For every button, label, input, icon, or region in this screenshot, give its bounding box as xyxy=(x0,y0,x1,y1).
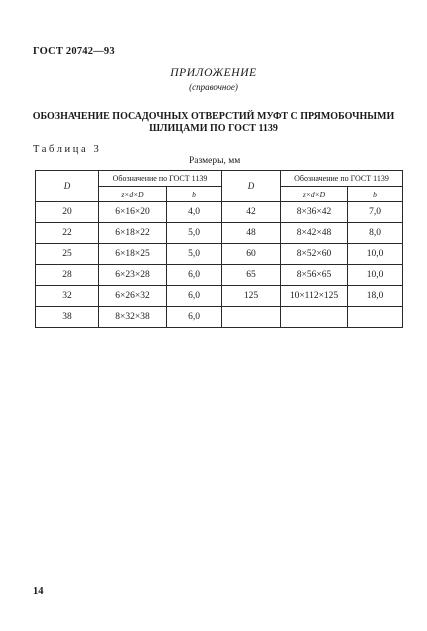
header-d-left: D xyxy=(36,171,99,202)
cell-d: 20 xyxy=(36,202,99,223)
table-row xyxy=(36,223,403,244)
table-row xyxy=(36,202,403,223)
spline-designation-table xyxy=(35,170,403,328)
cell-b: 18,0 xyxy=(348,286,403,307)
cell-zdd: 6×23×28 xyxy=(99,265,167,286)
cell-zdd: 6×16×20 xyxy=(99,202,167,223)
cell-b: 8,0 xyxy=(348,223,403,244)
header-d-right: D xyxy=(222,171,281,202)
cell-d: 60 xyxy=(222,244,281,265)
cell-b: 4,0 xyxy=(167,202,222,223)
cell-b: 6,0 xyxy=(167,265,222,286)
cell-b: 7,0 xyxy=(348,202,403,223)
cell-zdd xyxy=(281,307,348,328)
cell-d: 65 xyxy=(222,265,281,286)
cell-b: 6,0 xyxy=(167,286,222,307)
table-row xyxy=(36,244,403,265)
cell-zdd: 8×42×48 xyxy=(281,223,348,244)
cell-zdd: 8×52×60 xyxy=(281,244,348,265)
header-b-right: b xyxy=(348,187,403,202)
cell-d: 125 xyxy=(222,286,281,307)
cell-d: 48 xyxy=(222,223,281,244)
cell-zdd: 10×112×125 xyxy=(281,286,348,307)
table-label: Таблица 3 xyxy=(33,144,102,155)
header-b-left: b xyxy=(167,187,222,202)
cell-zdd: 6×18×25 xyxy=(99,244,167,265)
cell-b: 10,0 xyxy=(348,244,403,265)
cell-b: 5,0 xyxy=(167,223,222,244)
cell-zdd: 8×32×38 xyxy=(99,307,167,328)
table-row xyxy=(36,265,403,286)
cell-zdd: 6×18×22 xyxy=(99,223,167,244)
appendix-title: ПРИЛОЖЕНИЕ xyxy=(170,67,257,79)
cell-d: 32 xyxy=(36,286,99,307)
header-designation-right: Обозначение по ГОСТ 1139 xyxy=(281,171,403,187)
cell-d: 42 xyxy=(222,202,281,223)
header-designation-left: Обозначение по ГОСТ 1139 xyxy=(99,171,222,187)
cell-d: 28 xyxy=(36,265,99,286)
units-label: Размеры, мм xyxy=(189,156,241,166)
appendix-subtitle: (справочное) xyxy=(189,82,238,92)
table-row xyxy=(36,286,403,307)
cell-zdd: 6×26×32 xyxy=(99,286,167,307)
cell-d: 38 xyxy=(36,307,99,328)
cell-b xyxy=(348,307,403,328)
cell-d: 22 xyxy=(36,223,99,244)
cell-d xyxy=(222,307,281,328)
document-code: ГОСТ 20742—93 xyxy=(33,46,115,57)
cell-d: 25 xyxy=(36,244,99,265)
cell-b: 5,0 xyxy=(167,244,222,265)
cell-b: 6,0 xyxy=(167,307,222,328)
cell-zdd: 8×36×42 xyxy=(281,202,348,223)
table-row xyxy=(36,307,403,328)
heading-line-2: ШЛИЦАМИ ПО ГОСТ 1139 xyxy=(149,123,278,134)
heading-line-1: ОБОЗНАЧЕНИЕ ПОСАДОЧНЫХ ОТВЕРСТИЙ МУФТ С ПРЯМОБОЧНЫМИ xyxy=(32,111,395,122)
cell-zdd: 8×56×65 xyxy=(281,265,348,286)
header-zdd-right: z×d×D xyxy=(281,187,348,202)
page-number: 14 xyxy=(33,586,44,597)
header-zdd-left: z×d×D xyxy=(99,187,167,202)
cell-b: 10,0 xyxy=(348,265,403,286)
